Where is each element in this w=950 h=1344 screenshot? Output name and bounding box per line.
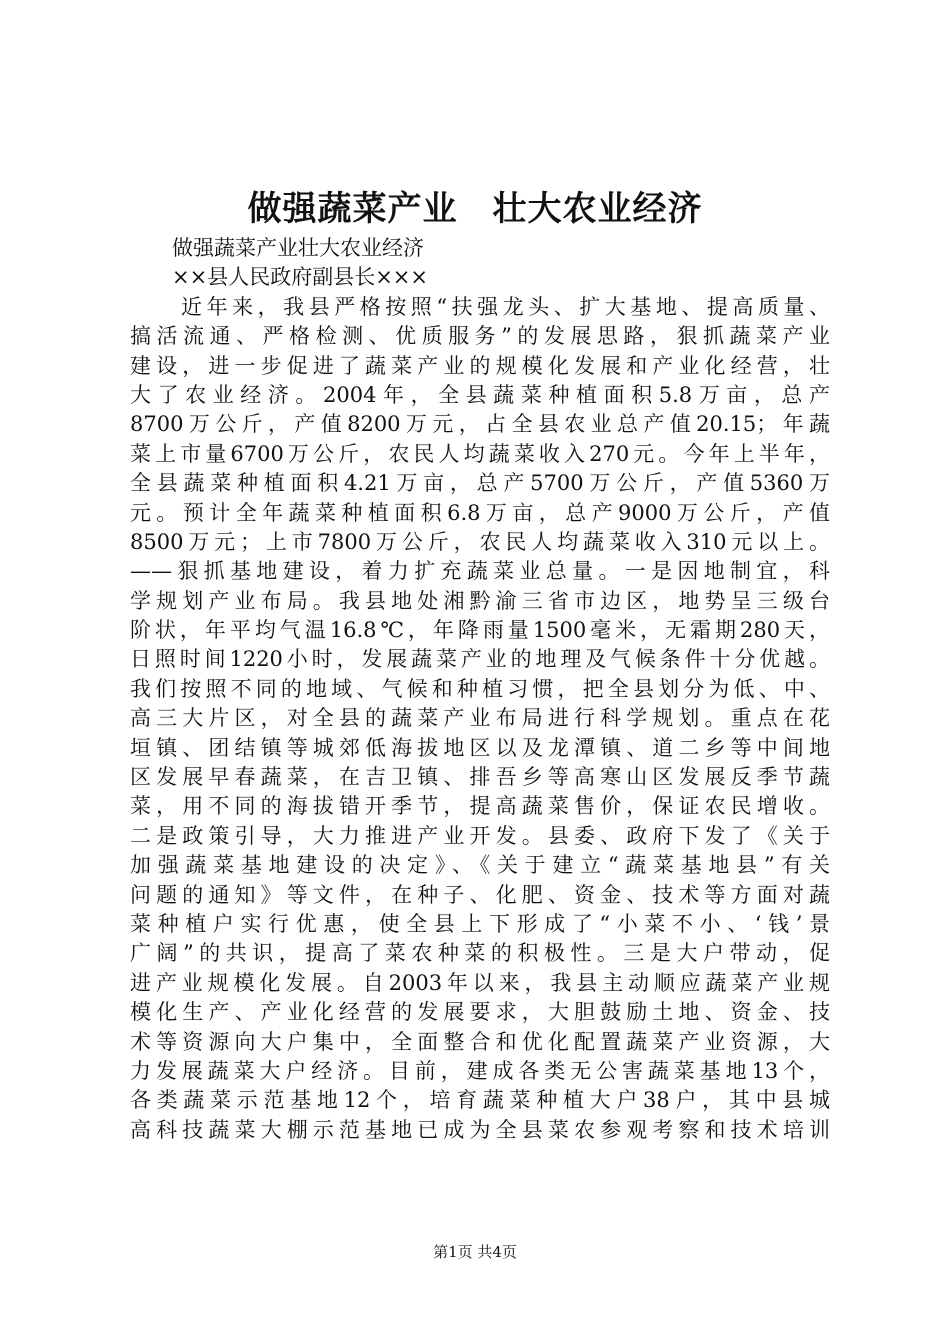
body-line: 问题的通知》等文件，在种子、化肥、资金、技术等方面对蔬 <box>130 882 830 907</box>
body-line: 各类蔬菜示范基地12个，培育蔬菜种植大户38户，其中县城 <box>130 1088 830 1113</box>
subtitle-line: 做强蔬菜产业壮大农业经济 <box>130 236 424 260</box>
body-line: 8700万公斤，产值8200万元，占全县农业总产值20.15；年蔬 <box>130 412 830 437</box>
body-line: 全县蔬菜种植面积4.21万亩，总产5700万公斤，产值5360万 <box>130 471 830 496</box>
body-line: 力发展蔬菜大户经济。目前，建成各类无公害蔬菜基地13个， <box>130 1058 830 1083</box>
body-line: 大了农业经济。2004年，全县蔬菜种植面积5.8万亩，总产 <box>130 382 830 407</box>
body-line: 学规划产业布局。我县地处湘黔渝三省市边区，地势呈三级台 <box>130 588 830 613</box>
body-line: 我们按照不同的地域、气候和种植习惯，把全县划分为低、中、 <box>130 676 830 701</box>
body-line: 菜上市量6700万公斤，农民人均蔬菜收入270元。今年上半年， <box>130 441 830 466</box>
body-line: 高科技蔬菜大棚示范基地已成为全县菜农参观考察和技术培训 <box>130 1117 830 1142</box>
document-body <box>130 234 830 1145</box>
body-line: 模化生产、产业化经营的发展要求，大胆鼓励土地、资金、技 <box>130 1000 830 1025</box>
body-line: 日照时间1220小时，发展蔬菜产业的地理及气候条件十分优越。 <box>130 647 830 672</box>
body-line: 近年来，我县严格按照“扶强龙头、扩大基地、提高质量、 <box>130 294 830 319</box>
body-line: 8500万元；上市7800万公斤，农民人均蔬菜收入310元以上。 <box>130 529 830 554</box>
body-line: 阶状，年平均气温16.8℃，年降雨量1500毫米，无霜期280天， <box>130 618 830 643</box>
body-line: 高三大片区，对全县的蔬菜产业布局进行科学规划。重点在花 <box>130 706 830 731</box>
body-line: 菜种植户实行优惠，使全县上下形成了“小菜不小、‘钱’景 <box>130 911 830 936</box>
document-title: 做强蔬菜产业 壮大农业经济 <box>247 189 703 229</box>
body-line: 二是政策引导，大力推进产业开发。县委、政府下发了《关于 <box>130 823 830 848</box>
body-line: 元。预计全年蔬菜种植面积6.8万亩，总产9000万公斤，产值 <box>130 500 830 525</box>
page-number: 第1页 共4页 <box>433 1243 517 1261</box>
body-line: 进产业规模化发展。自2003年以来，我县主动顺应蔬菜产业规 <box>130 970 830 995</box>
body-line: 菜，用不同的海拔错开季节，提高蔬菜售价，保证农民增收。 <box>130 794 830 819</box>
body-line: 加强蔬菜基地建设的决定》、《关于建立“蔬菜基地县”有关 <box>130 853 830 878</box>
body-line: 建设，进一步促进了蔬菜产业的规模化发展和产业化经营，壮 <box>130 353 830 378</box>
body-line: 术等资源向大户集中，全面整合和优化配置蔬菜产业资源，大 <box>130 1029 830 1054</box>
body-line: 搞活流通、严格检测、优质服务”的发展思路，狠抓蔬菜产业 <box>130 324 830 349</box>
body-line: 垣镇、团结镇等城郊低海拔地区以及龙潭镇、道二乡等中间地 <box>130 735 830 760</box>
body-line: 区发展早春蔬菜，在吉卫镇、排吾乡等高寒山区发展反季节蔬 <box>130 765 830 790</box>
author-line: ××县人民政府副县长××× <box>130 265 428 290</box>
body-line: 广阔”的共识，提高了菜农种菜的积极性。三是大户带动，促 <box>130 941 830 966</box>
body-line: ——狠抓基地建设，着力扩充蔬菜业总量。一是因地制宜，科 <box>130 559 830 584</box>
